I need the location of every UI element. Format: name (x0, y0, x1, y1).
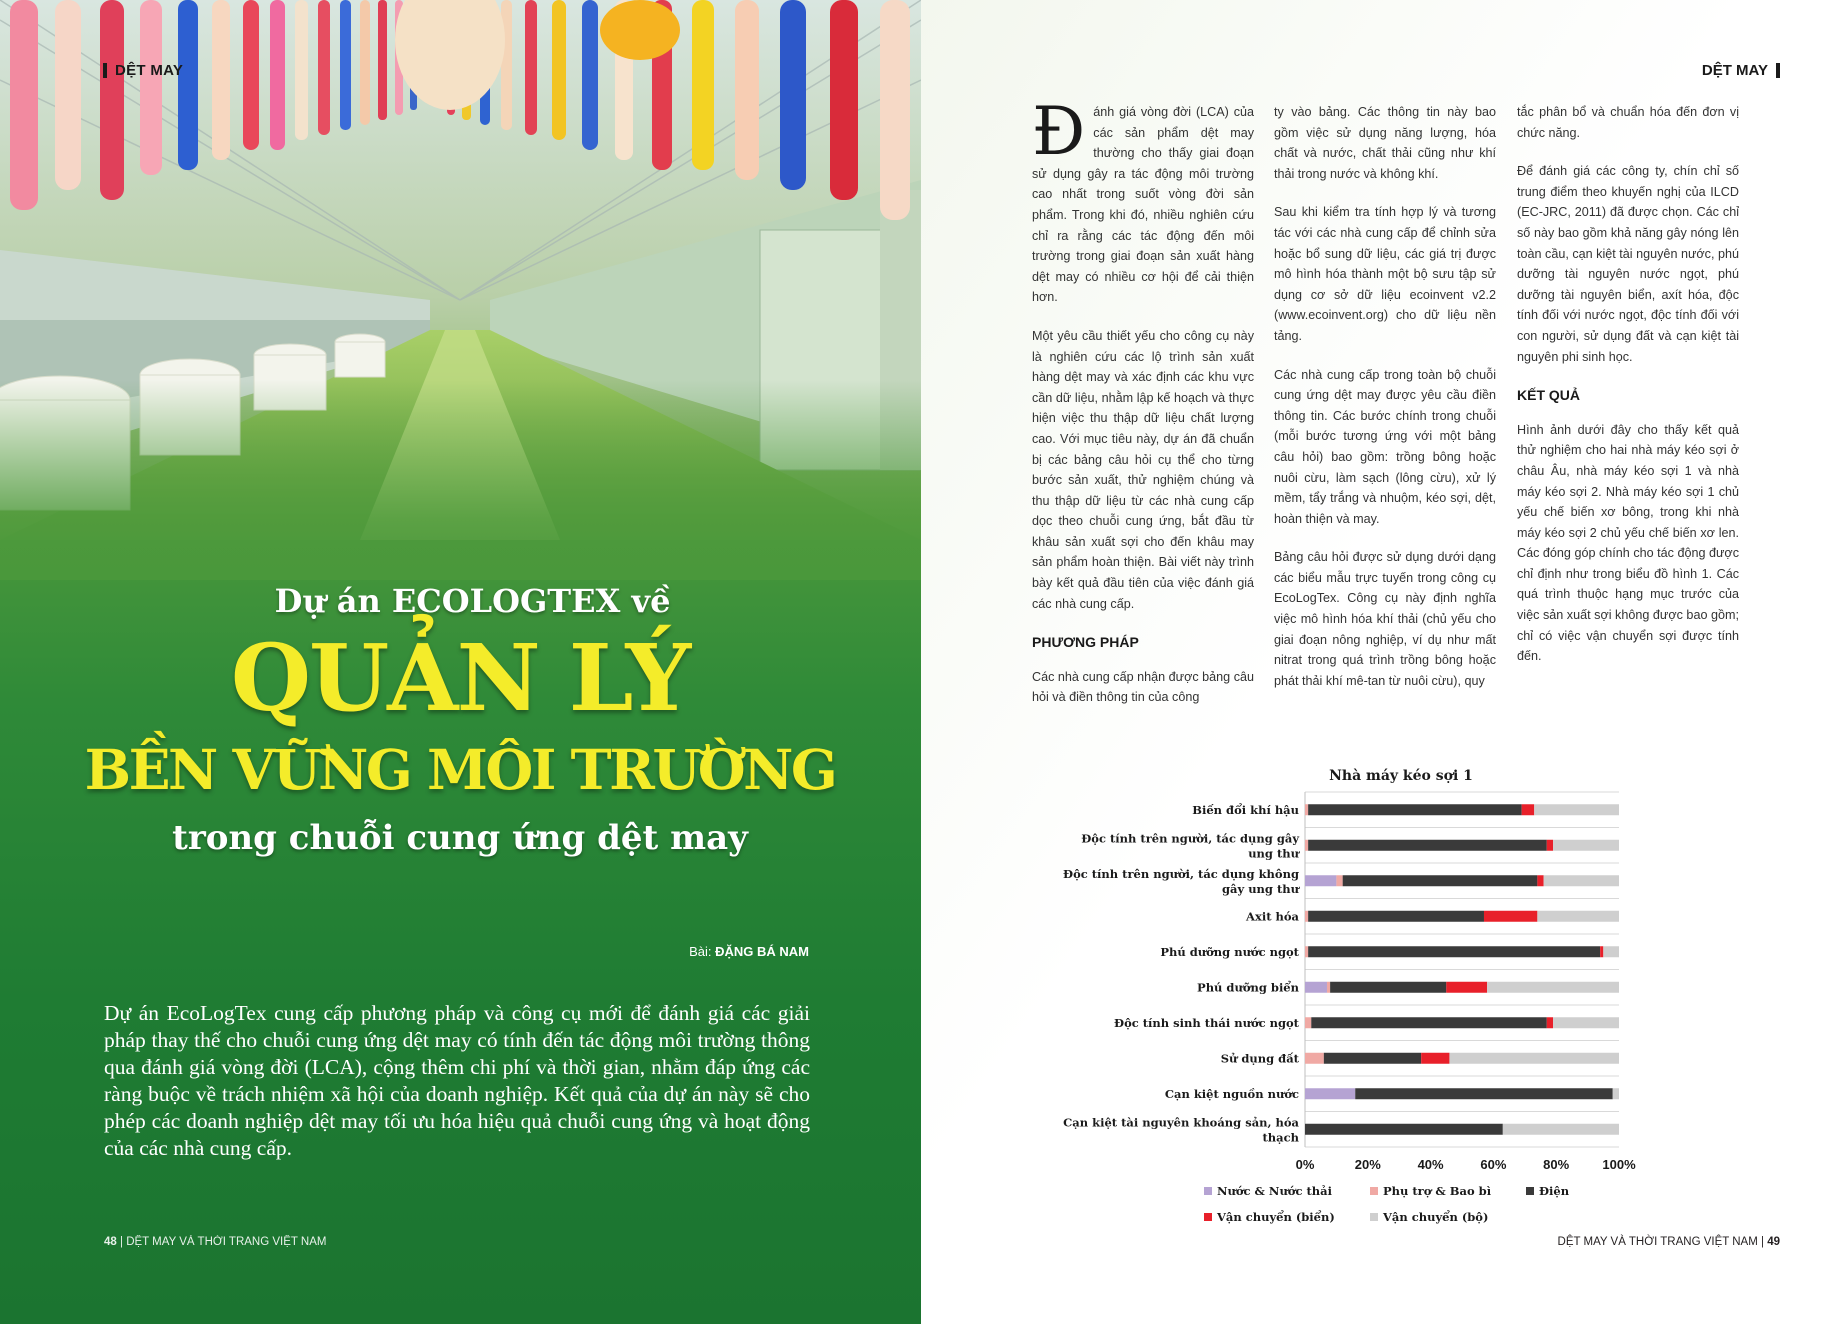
paragraph: Để đánh giá các công ty, chín chỉ số trung điểm theo khuyến nghị của ILCD (EC-JRC, 2011) đã được chọn. Các chỉ số này bao gồm khả năng gây nóng lên toàn cầu, cạn kiệt tài nguyên nước, phú dưỡng tài nguyên nước ngọt, phú dưỡng tài nguyên biển, axít hóa, độc tính đối với nước ngọt, độc tính đối với con người, sử dụng đất và cạn kiệt tài nguyên phi sinh học. (1517, 164, 1739, 364)
category-label-line: gây ung thư (1222, 881, 1299, 896)
byline-prefix: Bài: (689, 944, 712, 959)
section-tag-right (1702, 62, 1780, 79)
category-label-line: Cạn kiệt nguồn nước (1164, 1086, 1299, 1101)
category-label (1165, 1087, 1299, 1101)
paragraph (1032, 102, 1254, 308)
legend-label: Vận chuyển (biển) (1217, 1210, 1335, 1224)
magazine-name-left: DỆT MAY VÀ THỜI TRANG VIỆT NAM (126, 1236, 327, 1248)
category-label-line: Biến đổi khí hậu (1192, 802, 1299, 817)
bar-segment (1446, 982, 1487, 993)
text-column-3 (1517, 102, 1739, 732)
category-label (1221, 1051, 1300, 1065)
paragraph: ty vào bảng. Các thông tin này bao gồm việc sử dụng năng lượng, hóa chất và nước, chất thải cũng như khí thải trong nước và không khí. (1274, 105, 1496, 181)
category-label (1160, 945, 1299, 959)
x-tick-label: 80% (1543, 1157, 1570, 1172)
paragraph: Sau khi kiểm tra tính hợp lý và tương tác với các nhà cung cấp để chỉnh sửa hoặc bổ sung dữ liệu, các giá trị được mô hình hóa thành một bộ sưu tập sử dụng cơ sở dữ liệu ecoinvent v2.2 (www.ecoinvent.org) cho dữ liệu nền tảng. (1274, 205, 1496, 343)
title-block (60, 582, 860, 858)
bar-segment (1613, 1088, 1619, 1099)
bar-segment (1305, 1124, 1503, 1135)
text-column-2 (1274, 102, 1496, 732)
byline-author: ĐẶNG BÁ NAM (715, 944, 809, 959)
heading-results: KẾT QUẢ (1517, 387, 1580, 404)
x-tick-label: 40% (1417, 1157, 1444, 1172)
folio-left: 48 | DỆT MAY VÀ THỜI TRANG VIỆT NAM (104, 1236, 327, 1248)
bar-segment (1305, 982, 1327, 993)
right-page (921, 0, 1840, 1324)
bar-segment (1487, 982, 1619, 993)
chart-legend (1204, 1184, 1570, 1224)
section-bar-right (1776, 63, 1780, 78)
bar-segment (1544, 875, 1619, 886)
bar-segment (1600, 946, 1603, 957)
bar-segment (1343, 875, 1538, 886)
paragraph: tắc phân bổ và chuẩn hóa đến đơn vị chức năng. (1517, 105, 1739, 140)
legend-swatch (1526, 1187, 1534, 1195)
legend-label: Điện (1539, 1184, 1570, 1198)
category-label (1114, 1016, 1300, 1030)
paragraph: Một yêu cầu thiết yếu cho công cụ này là nghiên cứu các lộ trình sản xuất hàng dệt may và xác định các khu vực cần dữ liệu, nhằm lập kế hoạch và thực hiện việc thu thập dữ liệu chất lượng cao. Với mục tiêu này, dự án đã chuẩn bị các bảng câu hỏi cụ thể cho từng bước sản xuất, thử nghiệm chúng và thu thập dữ liệu từ các nhà cung cấp dọc theo chuỗi cung ứng, bắt đầu từ khâu sản xuất sợi cho đến khâu may sản phẩm hoàn thiện. Bài viết này trình bày kết quả đầu tiên của việc đánh giá các nhà cung cấp. (1032, 328, 1254, 611)
paragraph: Các nhà cung cấp nhận được bảng câu hỏi và điền thông tin của công (1032, 669, 1254, 705)
paragraph: Các nhà cung cấp trong toàn bộ chuỗi cung ứng dệt may được yêu cầu điền thông tin. Các bước chính trong chuỗi (mỗi bước tương ứng với một bảng câu hỏi) bao gồm: trồng bông hoặc nuôi cừu, làm sạch (lông cừu), xử lý mềm, tẩy trắng và nhuộm, kéo sợi, dệt, hoàn thiện và may. (1274, 367, 1496, 526)
legend-swatch (1370, 1213, 1378, 1221)
photo-fade (0, 380, 921, 580)
bar-segment (1308, 840, 1547, 851)
x-tick-label: 60% (1480, 1157, 1507, 1172)
page-number-left: 48 (104, 1236, 117, 1248)
category-label (1192, 803, 1299, 817)
folio-right: DỆT MAY VÀ THỜI TRANG VIỆT NAM | 49 (1557, 1236, 1780, 1248)
category-label-line: Axit hóa (1246, 909, 1299, 924)
x-tick-label: 0% (1295, 1157, 1315, 1172)
bar-segment (1534, 804, 1619, 815)
bar-segment (1324, 1053, 1421, 1064)
legend-label: Vận chuyển (bộ) (1383, 1210, 1489, 1224)
category-label-line: Độc tính trên người, tác dụng không (1063, 866, 1299, 881)
chart-x-ticks (1296, 1157, 1636, 1172)
category-label (1245, 909, 1299, 923)
bar-segment (1522, 804, 1535, 815)
bar-segment (1305, 1017, 1311, 1028)
bar-segment (1305, 1088, 1355, 1099)
chart (1063, 762, 1639, 1224)
bar-segment (1503, 1124, 1619, 1135)
category-label (1063, 867, 1301, 896)
bar-segment (1305, 911, 1308, 922)
legend-swatch (1204, 1187, 1212, 1195)
lead-paragraph: Dự án EcoLogTex cung cấp phương pháp và công cụ mới để đánh giá các giải pháp thay thế cho chuỗi cung ứng dệt may có tính đến tác động môi trường thông qua đánh giá vòng đời (LCA), cộng thêm chi phí và thời gian, nhằm đáp ứng các ràng buộc về trách nhiệm xã hội của doanh nghiệp. Kết quả của dự án này sẽ cho phép các doanh nghiệp dệt may tối ưu hóa hiệu quả chuỗi cung ứng và hoạt động của các nhà cung cấp. (104, 1001, 810, 1160)
bar-segment (1547, 1017, 1553, 1028)
x-tick-label: 20% (1354, 1157, 1381, 1172)
category-label (1063, 1115, 1299, 1144)
bar-segment (1603, 946, 1619, 957)
x-tick-label: 100% (1602, 1157, 1636, 1172)
chart-categories (1063, 803, 1301, 1145)
bar-segment (1553, 1017, 1619, 1028)
section-tag (103, 62, 183, 79)
category-label-line: Phú dưỡng biển (1197, 980, 1299, 995)
bar-segment (1449, 1053, 1619, 1064)
legend-label: Nước & Nước thải (1217, 1184, 1332, 1198)
category-label-line: ung thư (1248, 846, 1299, 861)
headline-secondary: BỀN VỮNG MÔI TRƯỜNG (84, 737, 836, 802)
headline-main: QUẢN LÝ (230, 624, 690, 732)
bar-segment (1336, 875, 1342, 886)
category-label-line: Độc tính sinh thái nước ngọt (1114, 1015, 1299, 1030)
headline-subtitle: trong chuỗi cung ứng dệt may (172, 818, 748, 858)
bar-segment (1355, 1088, 1612, 1099)
bar-segment (1537, 875, 1543, 886)
bar-segment (1311, 1017, 1547, 1028)
category-label (1197, 980, 1300, 994)
category-label-line: Sử dụng đất (1220, 1051, 1299, 1066)
bar-segment (1308, 946, 1600, 957)
heading-method: PHƯƠNG PHÁP (1032, 634, 1139, 651)
bar-segment (1305, 946, 1308, 957)
byline (689, 944, 809, 959)
paragraph-text: ánh giá vòng đời (LCA) của các sản phẩm dệt may thường cho thấy giai đoạn sử dụng gây ra tác động môi trường cao nhất trong suốt vòng đời sản phẩm. Trong khi đó, nhiều nghiên cứu chỉ ra rằng các tác động đến môi trường trong giai đoạn sản xuất hàng dệt may có nhiều cơ hội để cải thiện hơn. (1032, 105, 1254, 305)
chart-svg (1063, 762, 1639, 1224)
category-label-line: Độc tính trên người, tác dụng gây (1081, 831, 1299, 846)
category-label-line: thạch (1262, 1130, 1299, 1145)
bar-segment (1305, 840, 1308, 851)
bar-segment (1308, 804, 1522, 815)
bar-segment (1547, 840, 1553, 851)
category-label (1081, 831, 1300, 860)
legend-swatch (1370, 1187, 1378, 1195)
bar-segment (1305, 875, 1336, 886)
category-label-line: Cạn kiệt tài nguyên khoáng sản, hóa (1063, 1115, 1299, 1130)
article-kicker: Dự án ECOLOGTEX về (274, 582, 671, 620)
bar-segment (1305, 804, 1308, 815)
chart-title: Nhà máy kéo sợi 1 (1329, 768, 1473, 784)
bar-segment (1484, 911, 1537, 922)
section-tag-label: DỆT MAY (115, 62, 184, 79)
bar-segment (1421, 1053, 1449, 1064)
legend-label: Phụ trợ & Bao bì (1383, 1184, 1492, 1198)
paragraph: Hình ảnh dưới đây cho thấy kết quả thử nghiệm cho hai nhà máy kéo sợi ở châu Âu, nhà máy kéo sợi 1 và nhà máy kéo sợi 2. Nhà máy kéo sợi 1 chủ yếu chế biến xơ bông, trong khi nhà máy kéo sợi 2 chủ yếu chế biến xơ len. Các đóng góp chính cho tác động được chỉ định như trong biểu đồ hình 1. Các quá trình thuộc hạng mục trước của việc sản xuất sợi không được bao gồm; chỉ có việc vận chuyển sợi được tính đến. (1517, 422, 1739, 664)
section-bar (103, 63, 107, 78)
bar-segment (1308, 911, 1484, 922)
magazine-name-right: DỆT MAY VÀ THỜI TRANG VIỆT NAM (1557, 1236, 1758, 1248)
bar-segment (1305, 1053, 1324, 1064)
category-label-line: Phú dưỡng nước ngọt (1160, 944, 1299, 959)
paragraph: Bảng câu hỏi được sử dụng dưới dạng các biểu mẫu trực tuyến trong công cụ EcoLogTex. Công cụ này định nghĩa việc mô hình hóa khí thải (chủ yếu cho giai đoạn nông nghiệp, ví dụ như mất nitrat trong quá trình trồng bông hoặc phát thải khí mê-tan từ nuôi cừu), quy (1274, 550, 1496, 688)
bar-segment (1327, 982, 1330, 993)
bar-segment (1553, 840, 1619, 851)
text-column-1 (1032, 102, 1254, 732)
bar-segment (1537, 911, 1619, 922)
bar-segment (1330, 982, 1446, 993)
drop-cap: Đ (1032, 102, 1086, 170)
page-number-right: 49 (1767, 1236, 1780, 1248)
section-tag-right-label: DỆT MAY (1701, 62, 1768, 79)
legend-swatch (1204, 1213, 1212, 1221)
